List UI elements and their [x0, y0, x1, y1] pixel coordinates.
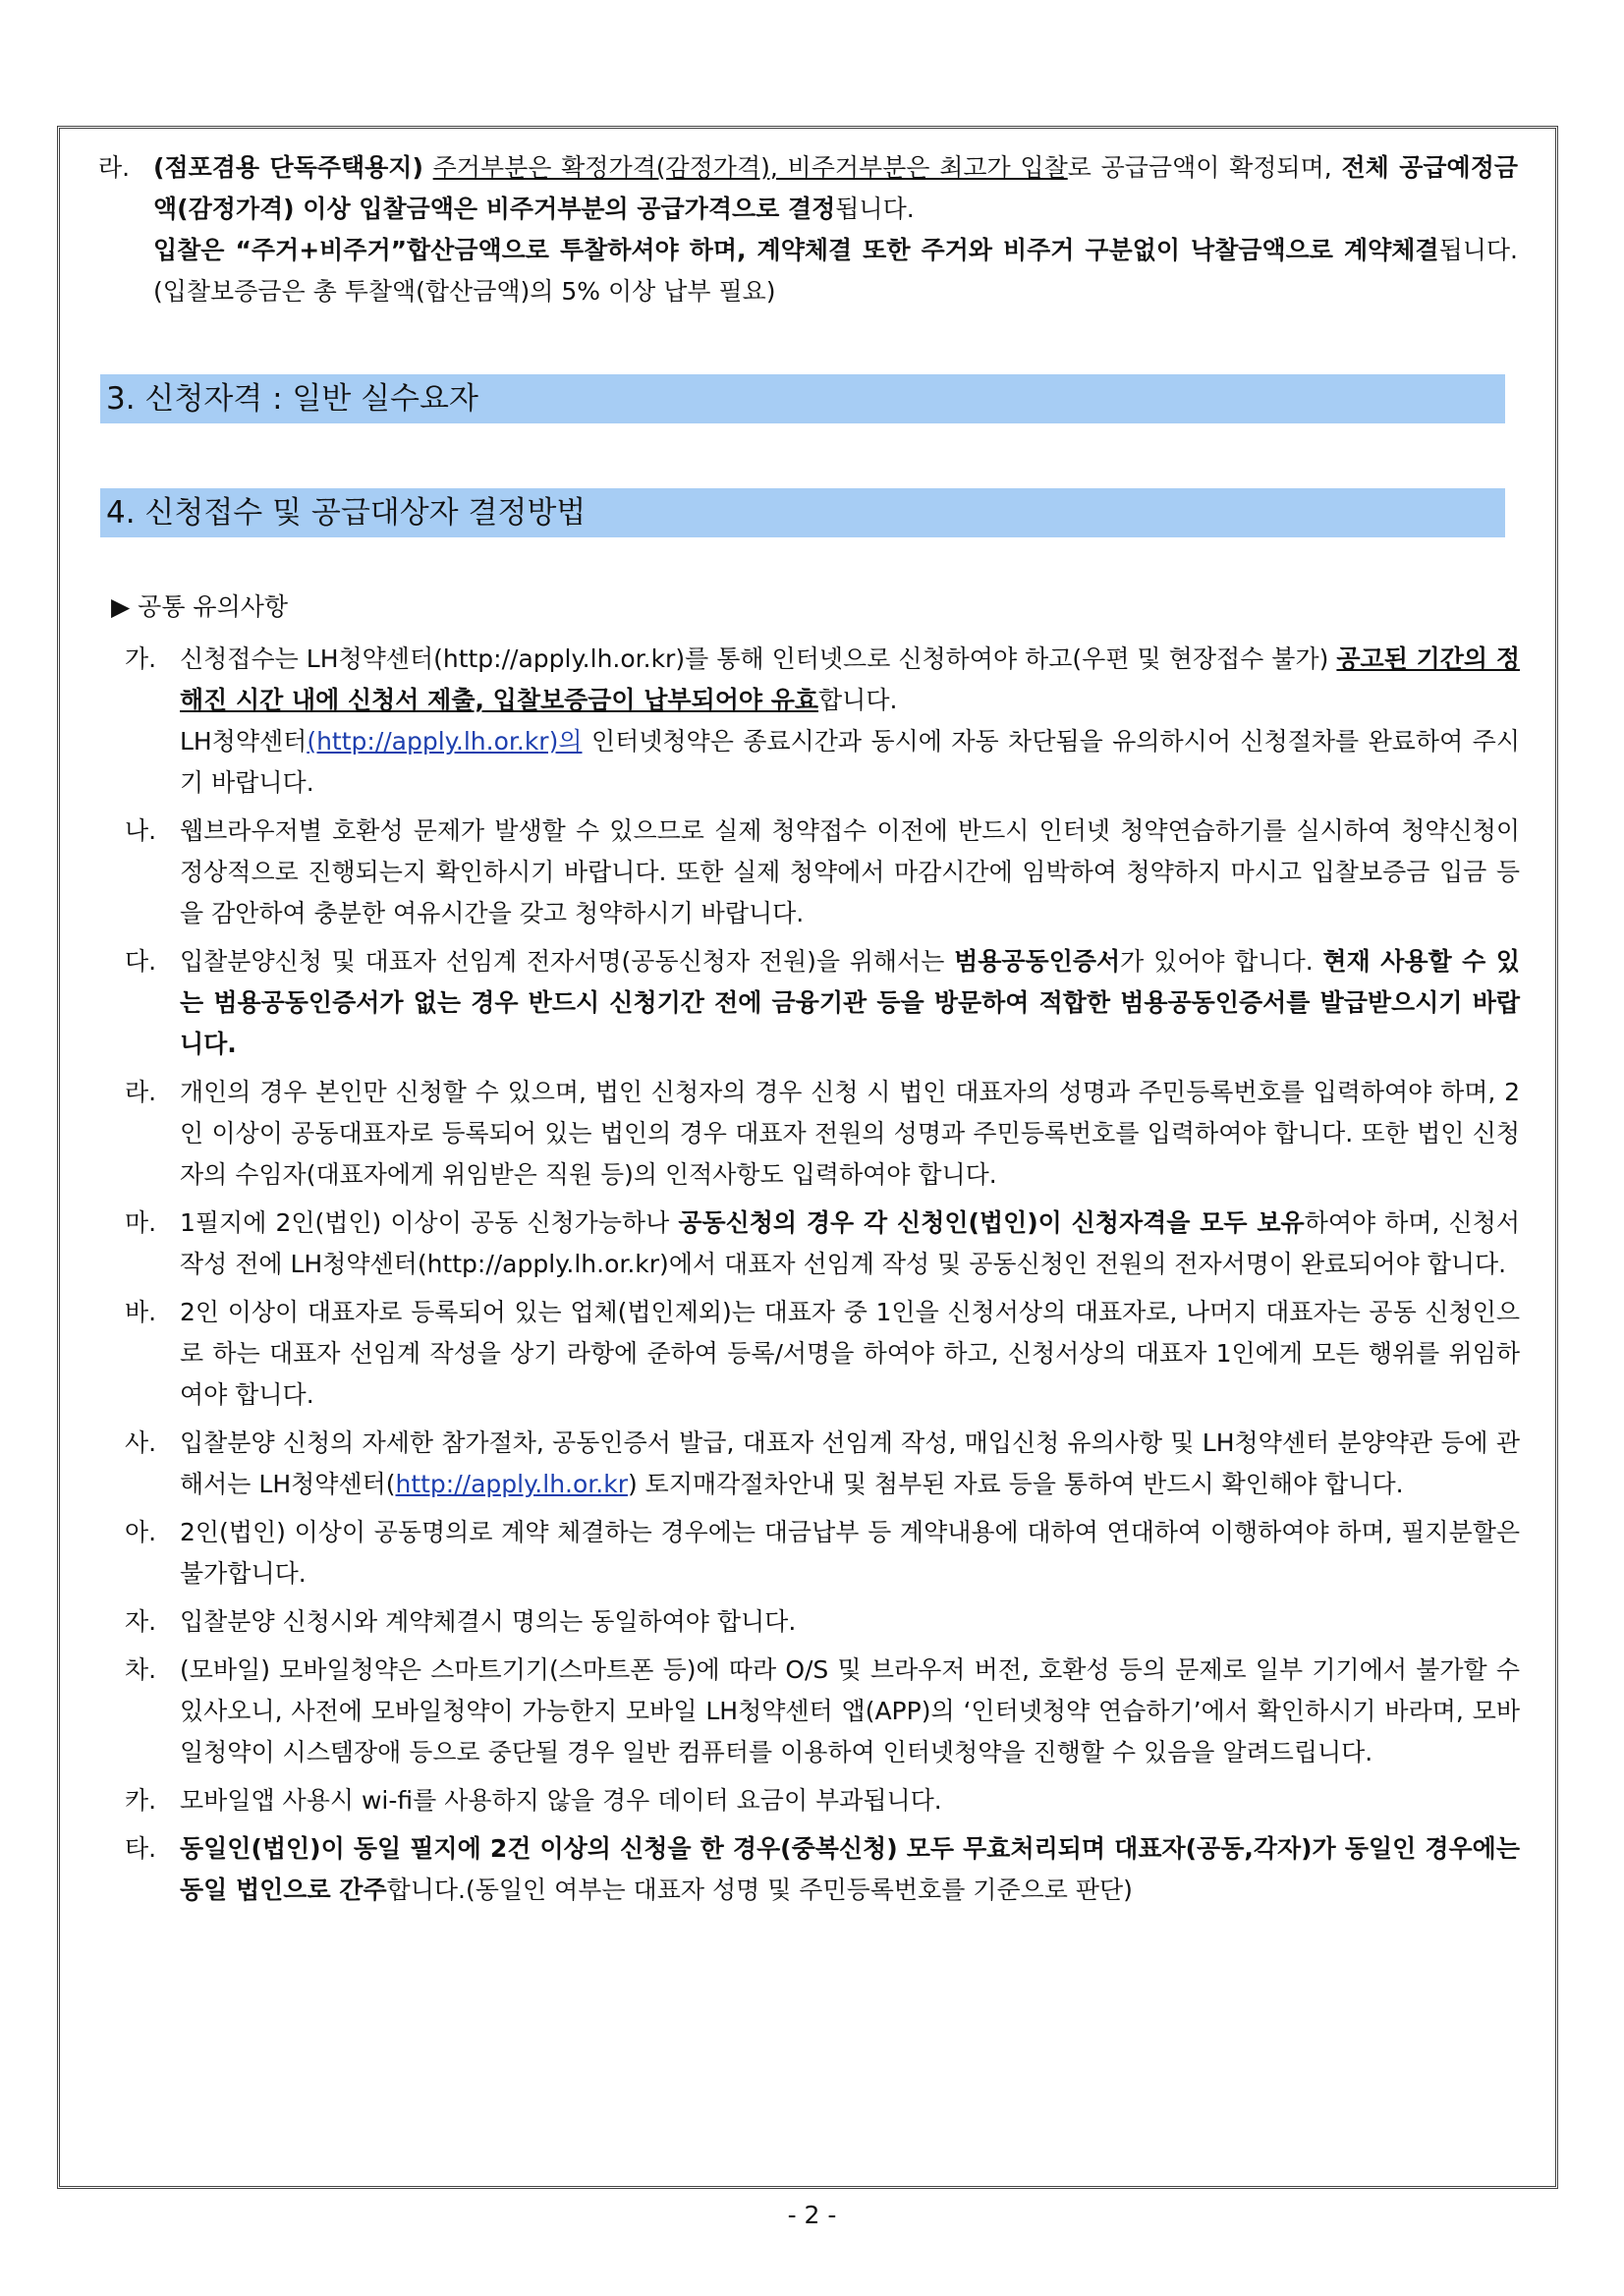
intro-marker: 라. — [98, 153, 131, 182]
common-notice-heading: ▶ 공통 유의사항 — [111, 592, 289, 621]
list-item: 라. 개인의 경우 본인만 신청할 수 있으며, 법인 신청자의 경우 신청 시 법인 대표자의 성명과 주민등록번호를 입력하여야 하며, 2인 이상이 공동대표자로 등록되어 있는 법인의 경우 대표자 전원의 성명과 주민등록번호를 입력하여야 합니다. 또한 법인 신청자의 수임자(대표자에게 위임받은 직원 등)의 인적사항도 입력하여야 합니다. — [125, 1078, 1520, 1189]
notice-list — [125, 639, 1520, 1918]
lh-link[interactable]: http://apply.lh.or.kr — [395, 1470, 628, 1498]
intro-text: (점포겸용 단독주택용지) 주거부분은 확정가격(감정가격), 비주거부분은 최고가 입찰로 공급금액이 확정되며, 전체 공급예정금액(감정가격) 이상 입찰금액은 비주거부분의 공급가격으로 결정됩니다. 입찰은 “주거+비주거”합산금액으로 투찰하셔야 하며, 계약체결 또한 주거와 비주거 구분없이 낙찰금액으로 계약체결됩니다.(입찰보증금은 총 투찰액(합산금액)의 5% 이상 납부 필요) — [153, 153, 1518, 306]
list-item: 타. 동일인(법인)이 동일 필지에 2건 이상의 신청을 한 경우(중복신청) 모두 무효처리되며 대표자(공동,각자)가 동일인 경우에는 동일 법인으로 간주합니다.(동일인 여부는 대표자 성명 및 주민등록번호를 기준으로 판단) — [125, 1834, 1520, 1904]
list-item: 아. 2인(법인) 이상이 공동명의로 계약 체결하는 경우에는 대금납부 등 계약내용에 대하여 연대하여 이행하여야 하며, 필지분할은 불가합니다. — [125, 1518, 1520, 1588]
list-item: 나. 웹브라우저별 호환성 문제가 발생할 수 있으므로 실제 청약접수 이전에 반드시 인터넷 청약연습하기를 실시하여 청약신청이 정상적으로 진행되는지 확인하시기 바랍니다. 또한 실제 청약에서 마감시간에 임박하여 청약하지 마시고 입찰보증금 입금 등을 감안하여 충분한 여유시간을 갖고 청약하시기 바랍니다. — [125, 816, 1520, 927]
list-item: 카. 모바일앱 사용시 wi-fi를 사용하지 않을 경우 데이터 요금이 부과됩니다. — [125, 1786, 942, 1815]
page-number: - 2 - — [787, 2201, 837, 2229]
lh-link[interactable]: (http://apply.lh.or.kr)의 — [307, 727, 583, 756]
section-4-heading: 4. 신청접수 및 공급대상자 결정방법 — [100, 488, 1505, 537]
section-3-heading: 3. 신청자격 : 일반 실수요자 — [100, 374, 1505, 423]
list-item: 가. 신청접수는 LH청약센터(http://apply.lh.or.kr)를 통해 인터넷으로 신청하여야 하고(우편 및 현장접수 불가) 공고된 기간의 정해진 시간 내에 신청서 제출, 입찰보증금이 납부되어야 유효합니다. LH청약센터(http://apply.lh.or.kr)의 인터넷청약은 종료시간과 동시에 자동 차단됨을 유의하시어 신청절차를 완료하여 주시기 바랍니다. — [125, 644, 1520, 797]
list-item: 바. 2인 이상이 대표자로 등록되어 있는 업체(법인제외)는 대표자 중 1인을 신청서상의 대표자로, 나머지 대표자는 공동 신청인으로 하는 대표자 선임계 작성을 상기 라항에 준하여 등록/서명을 하여야 하고, 신청서상의 대표자 1인에게 모든 행위를 위임하여야 합니다. — [125, 1298, 1520, 1409]
list-item: 다. 입찰분양신청 및 대표자 선임계 전자서명(공동신청자 전원)을 위해서는 범용공동인증서가 있어야 합니다. 현재 사용할 수 있는 범용공동인증서가 없는 경우 반드시 신청기간 전에 금융기관 등을 방문하여 적합한 범용공동인증서를 발급받으시기 바랍니다. — [125, 947, 1520, 1058]
intro-paragraph — [98, 147, 1518, 312]
list-item: 사. 입찰분양 신청의 자세한 참가절차, 공동인증서 발급, 대표자 선임계 작성, 매입신청 유의사항 및 LH청약센터 분양약관 등에 관해서는 LH청약센터(http://apply.lh.or.kr) 토지매각절차안내 및 첨부된 자료 등을 통하여 반드시 확인해야 합니다. — [125, 1428, 1520, 1498]
list-item: 차. (모바일) 모바일청약은 스마트기기(스마트폰 등)에 따라 O/S 및 브라우저 버전, 호환성 등의 문제로 일부 기기에서 불가할 수 있사오니, 사전에 모바일청약이 가능한지 모바일 LH청약센터 앱(APP)의 ‘인터넷청약 연습하기’에서 확인하시기 바라며, 모바일청약이 시스템장애 등으로 중단될 경우 일반 컴퓨터를 이용하여 인터넷청약을 진행할 수 있음을 알려드립니다. — [125, 1655, 1520, 1766]
list-item: 마. 1필지에 2인(법인) 이상이 공동 신청가능하나 공동신청의 경우 각 신청인(법인)이 신청자격을 모두 보유하여야 하며, 신청서 작성 전에 LH청약센터(http://apply.lh.or.kr)에서 대표자 선임계 작성 및 공동신청인 전원의 전자서명이 완료되어야 합니다. — [125, 1208, 1521, 1278]
list-item: 자. 입찰분양 신청시와 계약체결시 명의는 동일하여야 합니다. — [125, 1607, 797, 1636]
